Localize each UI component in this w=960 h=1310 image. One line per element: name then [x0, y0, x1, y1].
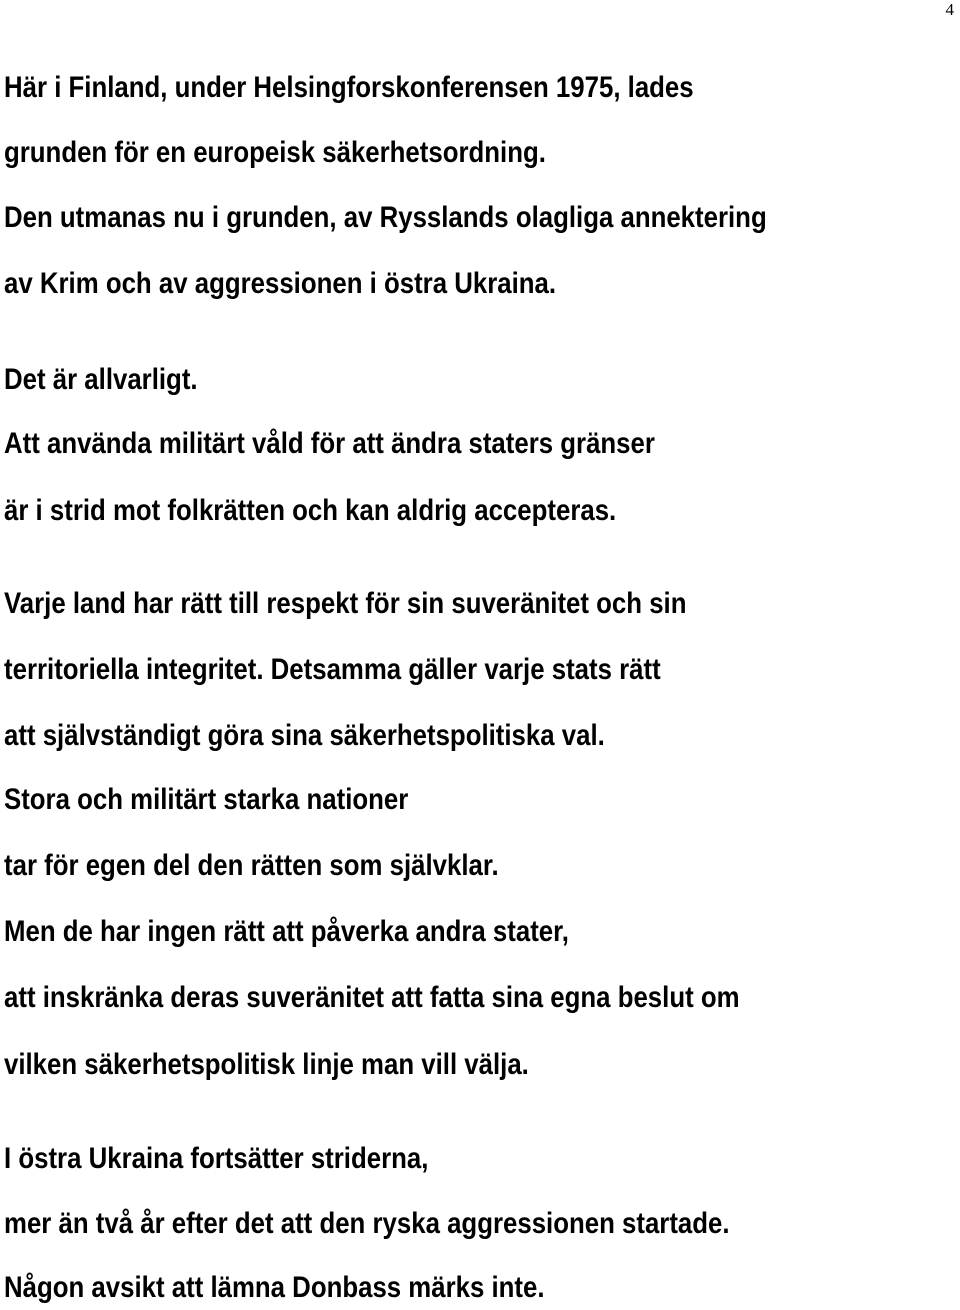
text-line: grunden för en europeisk säkerhetsordning.: [4, 136, 546, 169]
text-line: Det är allvarligt.: [4, 363, 198, 396]
text-line: Stora och militärt starka nationer: [4, 783, 409, 816]
text-line: av Krim och av aggressionen i östra Ukraina.: [4, 267, 557, 300]
text-line: tar för egen del den rätten som självklar.: [4, 849, 499, 882]
text-line: mer än två år efter det att den ryska aggressionen startade.: [4, 1207, 730, 1240]
text-line: Varje land har rätt till respekt för sin suveränitet och sin: [4, 587, 687, 620]
text-line: att inskränka deras suveränitet att fatta sina egna beslut om: [4, 981, 740, 1014]
text-line: Någon avsikt att lämna Donbass märks inte.: [4, 1271, 545, 1304]
text-line: I östra Ukraina fortsätter striderna,: [4, 1142, 429, 1175]
text-line: vilken säkerhetspolitisk linje man vill välja.: [4, 1048, 529, 1081]
text-line: Att använda militärt våld för att ändra staters gränser: [4, 427, 655, 460]
page-number: 4: [945, 0, 954, 19]
text-line: Här i Finland, under Helsingforskonferensen 1975, lades: [4, 71, 694, 104]
text-line: Den utmanas nu i grunden, av Rysslands olagliga annektering: [4, 201, 767, 234]
text-line: att självständigt göra sina säkerhetspolitiska val.: [4, 719, 605, 752]
text-line: territoriella integritet. Detsamma gäller varje stats rätt: [4, 653, 661, 686]
text-line: är i strid mot folkrätten och kan aldrig accepteras.: [4, 494, 617, 527]
text-line: Men de har ingen rätt att påverka andra stater,: [4, 915, 569, 948]
